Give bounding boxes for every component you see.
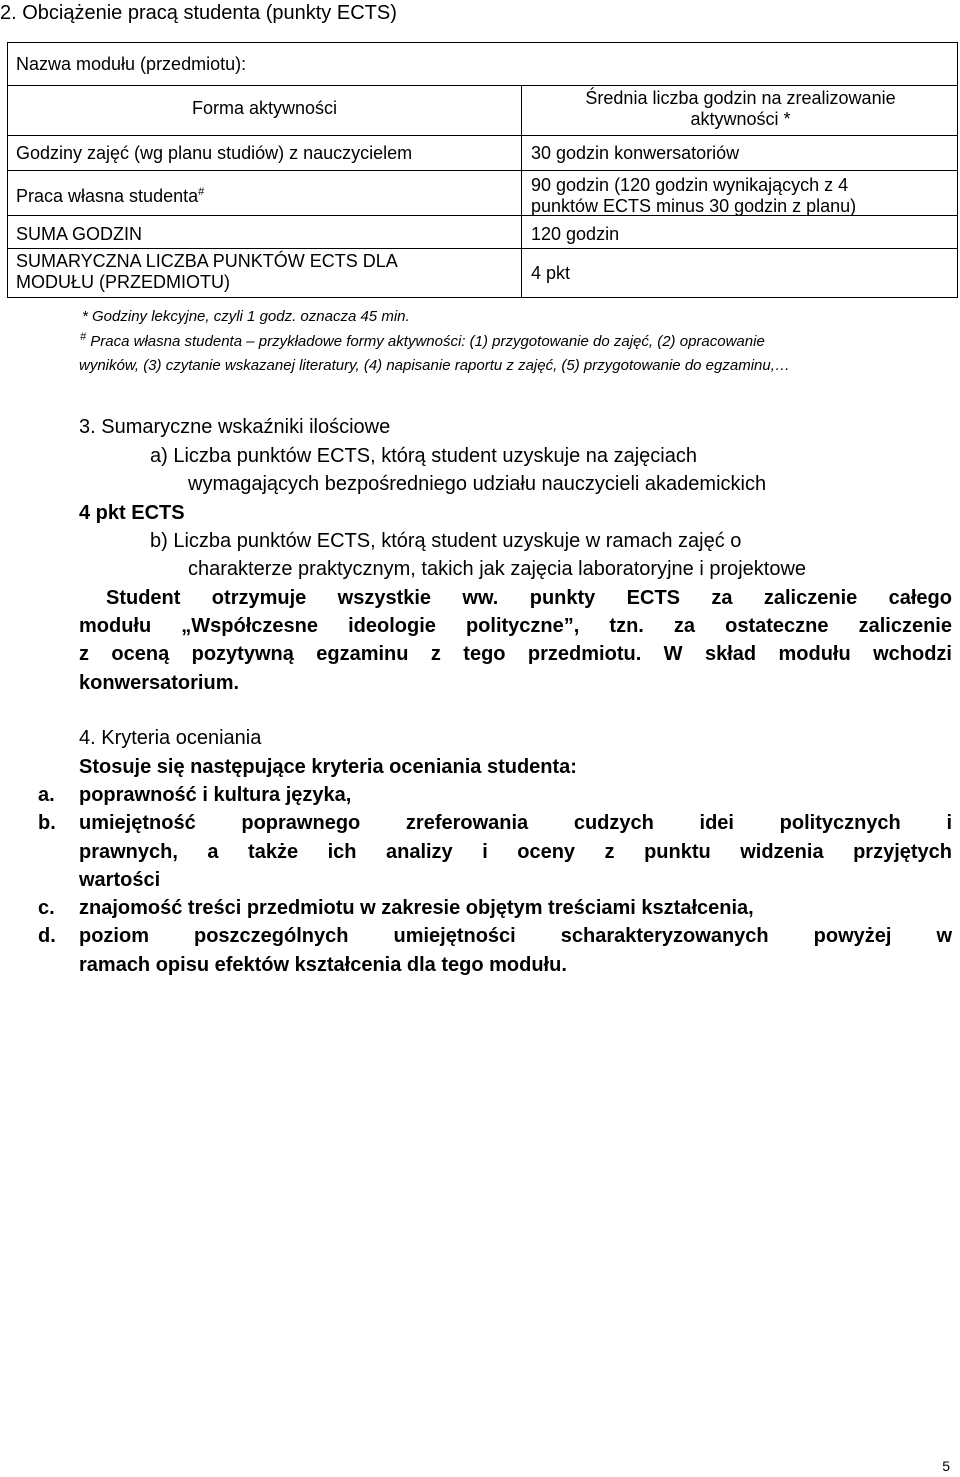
row-contact-hours-label: Godziny zajęć (wg planu studiów) z nauczycielem bbox=[16, 143, 413, 163]
criteria-d-line1: poziom poszczególnych umiejętności scharakteryzowanych powyżej w bbox=[79, 925, 952, 947]
criteria-d-line2: ramach opisu efektów kształcenia dla tego modułu. bbox=[79, 954, 567, 976]
row-ects-total-value: 4 pkt bbox=[531, 263, 571, 283]
module-name-label: Nazwa modułu (przedmiotu): bbox=[16, 54, 247, 74]
row-ects-total-label-line2: MODUŁU (PRZEDMIOTU) bbox=[16, 272, 230, 292]
criteria-b-letter: b. bbox=[38, 812, 56, 834]
row-total-hours-value: 120 godzin bbox=[531, 224, 620, 244]
ects-statement-line4: konwersatorium. bbox=[79, 672, 240, 694]
item-a-line1: a) Liczba punktów ECTS, którą student uzyskuje na zajęciach bbox=[150, 445, 697, 467]
row-contact-hours-value: 30 godzin konwersatoriów bbox=[531, 143, 740, 163]
criteria-c-letter: c. bbox=[38, 897, 55, 919]
item-b-line1: b) Liczba punktów ECTS, którą student uzyskuje w ramach zajęć o bbox=[150, 530, 742, 552]
ects-statement-line1: Student otrzymuje wszystkie ww. punkty ECTS za zaliczenie całego bbox=[106, 587, 952, 609]
footnote-self-study-line1: # Praca własna studenta – przykładowe formy aktywności: (1) przygotowanie do zajęć, (2) opracowanie bbox=[80, 331, 765, 350]
criteria-b-line3: wartości bbox=[79, 869, 161, 891]
ects-workload-table bbox=[7, 42, 958, 298]
item-b-line2: charakterze praktycznym, takich jak zajęcia laboratoryjne i projektowe bbox=[188, 558, 807, 580]
criteria-c-line1: znajomość treści przedmiotu w zakresie objętym treściami kształcenia, bbox=[79, 897, 754, 919]
criteria-d-letter: d. bbox=[38, 925, 56, 947]
row-self-study-value-line1: 90 godzin (120 godzin wynikających z 4 bbox=[531, 175, 849, 195]
ects-statement-line3: z oceną pozytywną egzaminu z tego przedmiotu. W skład modułu wchodzi bbox=[79, 643, 952, 665]
section-4-title: 4. Kryteria oceniania bbox=[79, 727, 262, 749]
row-self-study-value-line2: punktów ECTS minus 30 godzin z planu) bbox=[531, 196, 857, 216]
col-header-activity: Forma aktywności bbox=[191, 98, 338, 118]
row-ects-total-label-line1: SUMARYCZNA LICZBA PUNKTÓW ECTS DLA bbox=[16, 251, 398, 271]
page-number: 5 bbox=[942, 1458, 950, 1474]
criteria-a-letter: a. bbox=[38, 784, 55, 806]
row-total-hours-label: SUMA GODZIN bbox=[16, 224, 143, 244]
item-a-line2: wymagających bezpośredniego udziału nauczycieli akademickich bbox=[188, 473, 767, 495]
ects-statement-line2: modułu „Współczesne ideologie polityczne”, tzn. za ostateczne zaliczenie bbox=[79, 615, 952, 637]
footnote-hours: * Godziny lekcyjne, czyli 1 godz. oznacza 45 min. bbox=[82, 308, 410, 325]
footnote-self-study-line2: wyników, (3) czytanie wskazanej literatury, (4) napisanie raportu z zajęć, (5) przygotowanie do egzaminu,… bbox=[79, 357, 790, 374]
criteria-b-line2: prawnych, a także ich analizy i oceny z punktu widzenia przyjętych bbox=[79, 841, 952, 863]
criteria-b-line1: umiejętność poprawnego zreferowania cudzych idei politycznych i bbox=[79, 812, 952, 834]
criteria-a-line1: poprawność i kultura języka, bbox=[79, 784, 352, 806]
col-header-hours-line1: Średnia liczba godzin na zrealizowanie bbox=[585, 88, 896, 108]
col-header-hours-line2: aktywności * bbox=[690, 109, 791, 129]
criteria-intro: Stosuje się następujące kryteria oceniania studenta: bbox=[79, 756, 577, 778]
section-3-title: 3. Sumaryczne wskaźniki ilościowe bbox=[79, 416, 391, 438]
item-a-value: 4 pkt ECTS bbox=[79, 502, 185, 524]
section-2-title: 2. Obciążenie pracą studenta (punkty ECTS) bbox=[0, 2, 397, 24]
row-self-study-label: Praca własna studenta# bbox=[16, 186, 205, 206]
